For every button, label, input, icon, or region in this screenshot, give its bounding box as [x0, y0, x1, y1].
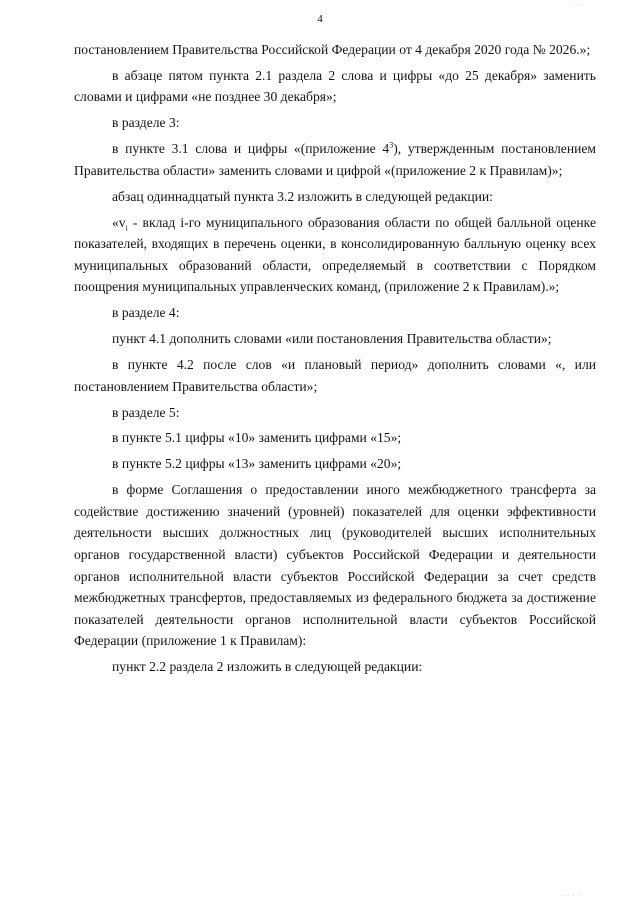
paragraph-amendment-5-2: в пункте 5.2 цифры «13» заменить цифрами «20»;: [112, 456, 402, 472]
paragraph-agreement-form: в форме Соглашения о предоставлении иного межбюджетного трансферта за содействие достижению значений (уровней) показателей для оценки эффективности деятельности высших должностных лиц (руководителей высших исполнительных органов государственной власти) субъектов Российской Федерации и деятельности органов исполнительной власти субъектов Российской Федерации за счет средств межбюджетных трансфертов, предоставляемых из федерального бюджета за достижение показателей деятельности органов исполнительной власти субъектов Российской Федерации (приложение 1 к Правилам):: [74, 482, 596, 649]
paragraph-section-5-heading: в разделе 5:: [112, 404, 180, 420]
paragraph-vi-text: - вклад i-го муниципального образования области по общей балльной оценке показателей, входящих в перечень оценки, в консолидированную балльную оценку всех муниципальных образований области, определяемый в соответствии с Порядком поощрения муниципальных управленческих команд, (приложение 2 к Правилам).»;: [74, 214, 596, 295]
document-body: [74, 39, 596, 682]
paragraph-amendment-3-2: абзац одиннадцатый пункта 3.2 изложить в следующей редакции:: [112, 188, 493, 204]
scan-mark-bottom: · ·· · ·: [560, 893, 581, 899]
page-number: 4: [317, 13, 323, 25]
scan-mark-top: · · ·: [572, 2, 585, 8]
paragraph-amendment-2-2: пункт 2.2 раздела 2 изложить в следующей редакции:: [112, 659, 423, 675]
paragraph-decree-reference: постановлением Правительства Российской Федерации от 4 декабря 2020 года № 2026.»;: [74, 42, 591, 57]
paragraph-amendment-2-1: в абзаце пятом пункта 2.1 раздела 2 слова и цифры «до 25 декабря» заменить словами и цифрами «не позднее 30 декабря»;: [74, 67, 596, 105]
subscript-i: i: [125, 223, 128, 233]
paragraph-amendment-4-2: в пункте 4.2 после слов «и плановый период» дополнить словами «, или постановлением Правительства области»;: [74, 357, 596, 394]
paragraph-amendment-3-1: [74, 138, 596, 181]
superscript-3: 3: [389, 140, 394, 150]
paragraph-vi-symbol: «v: [112, 214, 126, 230]
paragraph-vi-definition: [74, 212, 596, 298]
paragraph-amendment-4-1: пункт 4.1 дополнить словами «или постановления Правительства области»;: [112, 331, 552, 347]
paragraph-amendment-3-1-text-end: ), утвержденным постановлением Правительства области» заменить словами и цифрой «(приложение 2 к Правилам)»;: [74, 141, 597, 178]
paragraph-amendment-5-1: в пункте 5.1 цифры «10» заменить цифрами «15»;: [112, 430, 402, 446]
paragraph-amendment-3-1-text-start: в пункте 3.1 слова и цифры «(приложение 4: [112, 141, 390, 157]
paragraph-section-4-heading: в разделе 4:: [112, 305, 180, 321]
paragraph-section-3-heading: в разделе 3:: [112, 115, 180, 131]
